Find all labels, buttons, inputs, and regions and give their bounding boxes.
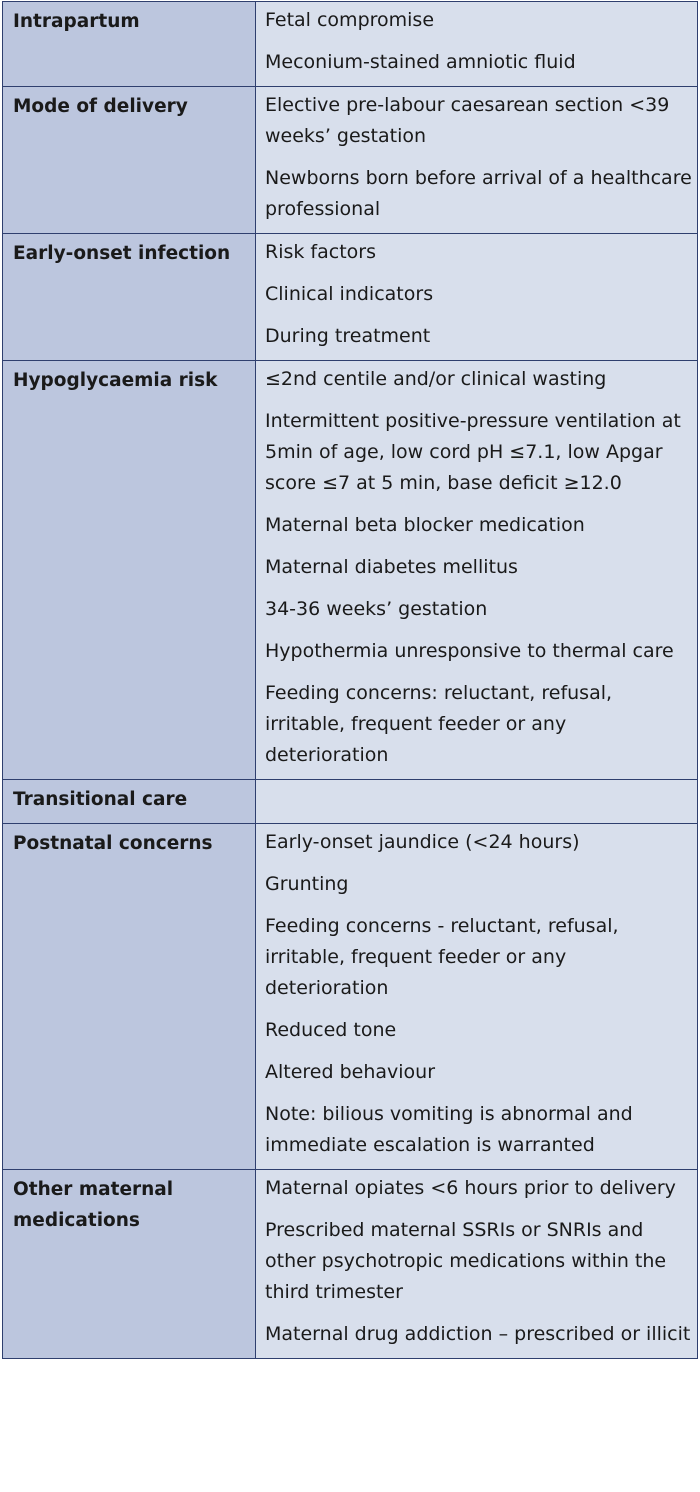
list-item: 34-36 weeks’ gestation bbox=[265, 598, 488, 620]
list-item: Maternal diabetes mellitus bbox=[265, 556, 518, 578]
list-item: Newborns born before arrival of a healthcare professional bbox=[265, 167, 692, 220]
row-items-cell bbox=[256, 234, 698, 361]
list-item: Maternal beta blocker medication bbox=[265, 514, 585, 536]
table-row bbox=[3, 1170, 698, 1359]
list-item: Feeding concerns - reluctant, refusal, irritable, frequent feeder or any deterioration bbox=[265, 915, 619, 999]
list-item: Elective pre-labour caesarean section <39 weeks’ gestation bbox=[265, 94, 670, 147]
row-items-cell bbox=[256, 1170, 698, 1359]
row-items-cell bbox=[256, 2, 698, 87]
criteria-table bbox=[2, 1, 698, 1359]
list-item: Intermittent positive-pressure ventilation at 5min of age, low cord pH ≤7.1, low Apgar score ≤7 at 5 min, base deficit ≥12.0 bbox=[265, 410, 681, 494]
row-items-cell bbox=[256, 87, 698, 234]
list-item: Prescribed maternal SSRIs or SNRIs and other psychotropic medications within the third trimester bbox=[265, 1219, 667, 1303]
criteria-table-body bbox=[3, 2, 698, 1359]
row-label: Postnatal concerns bbox=[3, 824, 256, 1170]
table-row bbox=[3, 824, 698, 1170]
list-item: Fetal compromise bbox=[265, 9, 435, 31]
row-label: Mode of delivery bbox=[3, 87, 256, 234]
list-item: Early-onset jaundice (<24 hours) bbox=[265, 831, 580, 853]
row-label: Other maternal medications bbox=[3, 1170, 256, 1359]
table-row bbox=[3, 361, 698, 780]
row-label: Intrapartum bbox=[3, 2, 256, 87]
list-item: Risk factors bbox=[265, 241, 376, 263]
table-row bbox=[3, 234, 698, 361]
table-row bbox=[3, 780, 698, 824]
row-items-cell bbox=[256, 824, 698, 1170]
row-items-cell bbox=[256, 361, 698, 780]
list-item: ≤2nd centile and/or clinical wasting bbox=[265, 368, 607, 390]
list-item: Altered behaviour bbox=[265, 1061, 436, 1083]
table-row bbox=[3, 2, 698, 87]
list-item: Reduced tone bbox=[265, 1019, 397, 1041]
list-item: Note: bilious vomiting is abnormal and immediate escalation is warranted bbox=[265, 1103, 633, 1156]
table-row bbox=[3, 87, 698, 234]
row-label: Early-onset infection bbox=[3, 234, 256, 361]
list-item: Meconium-stained amniotic fluid bbox=[265, 51, 576, 73]
list-item: Maternal opiates <6 hours prior to delivery bbox=[265, 1177, 676, 1199]
list-item: Grunting bbox=[265, 873, 349, 895]
row-items-cell bbox=[256, 780, 698, 824]
list-item: Maternal drug addiction – prescribed or illicit bbox=[265, 1323, 691, 1345]
row-label: Transitional care bbox=[3, 780, 256, 824]
list-item: During treatment bbox=[265, 325, 431, 347]
list-item: Clinical indicators bbox=[265, 283, 434, 305]
list-item: Hypothermia unresponsive to thermal care bbox=[265, 640, 674, 662]
list-item: Feeding concerns: reluctant, refusal, irritable, frequent feeder or any deterioration bbox=[265, 682, 613, 766]
row-label: Hypoglycaemia risk bbox=[3, 361, 256, 780]
